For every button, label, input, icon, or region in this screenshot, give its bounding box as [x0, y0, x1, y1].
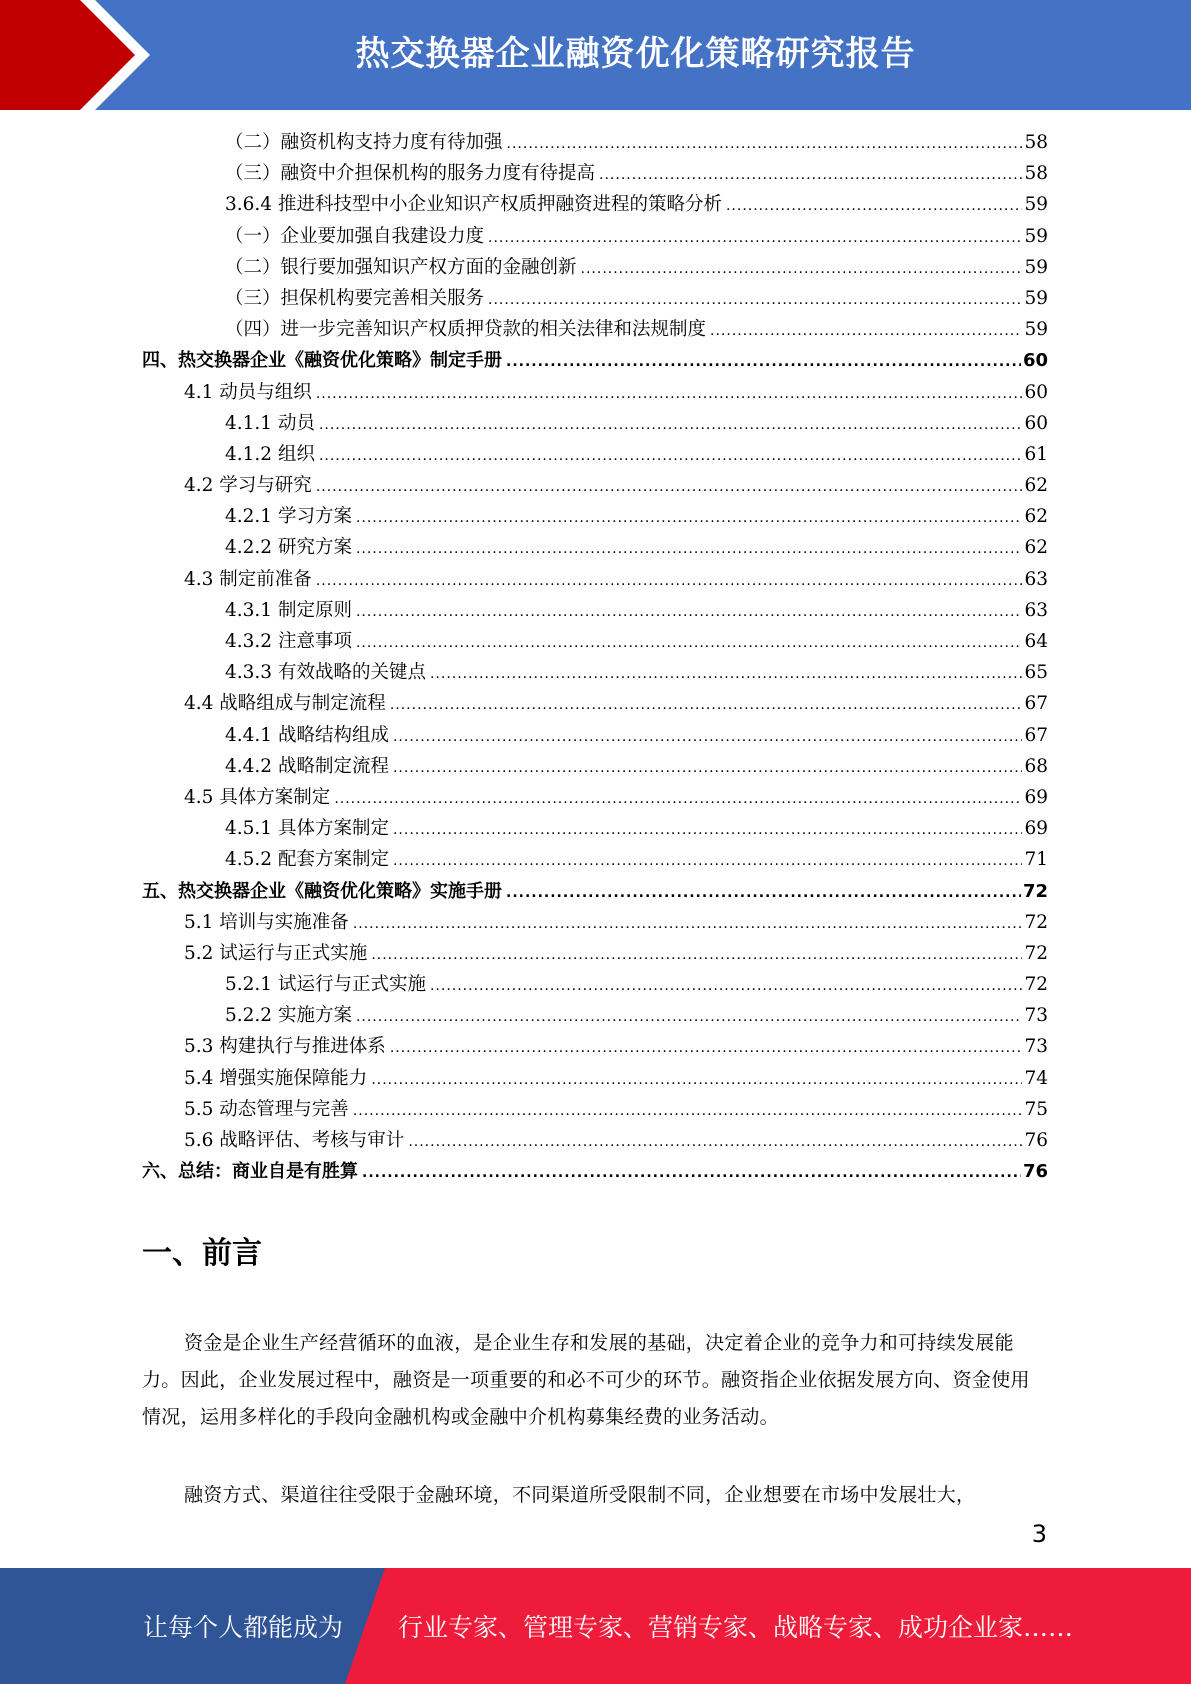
toc-dot-leader — [316, 566, 1023, 595]
toc-entry[interactable] — [142, 657, 1048, 688]
toc-entry-title: 4.4 战略组成与制定流程 — [184, 693, 386, 715]
toc-entry[interactable] — [142, 595, 1048, 626]
toc-dot-leader — [353, 1096, 1023, 1125]
toc-entry[interactable] — [142, 345, 1048, 376]
toc-entry-page: 69 — [1024, 818, 1048, 840]
toc-dot-leader — [506, 347, 1021, 376]
toc-entry[interactable] — [142, 158, 1048, 189]
toc-dot-leader — [353, 909, 1023, 938]
footer-slogan-left: 让每个人都能成为 — [143, 1613, 344, 1642]
toc-entry-title: （二）融资机构支持力度有待加强 — [225, 132, 503, 153]
toc-dot-leader — [390, 690, 1023, 719]
toc-dot-leader — [319, 441, 1023, 470]
toc-entry-title: 六、总结：商业自是有胜算 — [142, 1161, 358, 1183]
toc-entry[interactable] — [142, 127, 1048, 158]
toc-entry[interactable] — [142, 1000, 1048, 1031]
toc-dot-leader — [393, 815, 1022, 844]
toc-entry-title: （四）进一步完善知识产权质押贷款的相关法律和法规制度 — [225, 319, 707, 341]
toc-dot-leader — [430, 659, 1022, 688]
toc-dot-leader — [371, 940, 1022, 969]
toc-entry-page: 71 — [1024, 849, 1048, 871]
toc-entry-page: 60 — [1024, 412, 1048, 434]
toc-entry-page: 59 — [1024, 225, 1048, 247]
toc-entry[interactable] — [142, 221, 1048, 252]
toc-entry-title: 4.1.1 动员 — [225, 412, 315, 434]
toc-entry[interactable] — [142, 751, 1048, 782]
toc-entry-title: 5.2.2 实施方案 — [225, 1005, 352, 1027]
toc-entry-page: 59 — [1024, 319, 1048, 341]
toc-entry-title: 4.3.3 有效战略的关键点 — [225, 662, 426, 684]
toc-entry-page: 63 — [1024, 599, 1048, 621]
toc-entry[interactable] — [142, 252, 1048, 283]
toc-entry[interactable] — [142, 501, 1048, 532]
toc-entry-page: 62 — [1024, 506, 1048, 528]
page-number: 3 — [1031, 1520, 1047, 1548]
toc-entry[interactable] — [142, 626, 1048, 657]
toc-entry-title: 4.2.1 学习方案 — [225, 506, 352, 528]
toc-entry-page: 58 — [1024, 163, 1048, 185]
toc-entry-page: 74 — [1024, 1067, 1048, 1089]
toc-entry-page: 59 — [1024, 256, 1048, 278]
toc-dot-leader — [356, 1002, 1023, 1031]
toc-entry-page: 65 — [1024, 662, 1048, 684]
toc-dot-leader — [506, 878, 1021, 907]
toc-entry-title: 4.4.2 战略制定流程 — [225, 755, 389, 777]
toc-entry-title: （二）银行要加强知识产权方面的金融创新 — [225, 256, 577, 278]
toc-entry-title: （一）企业要加强自我建设力度 — [225, 225, 485, 247]
toc-entry[interactable] — [142, 377, 1048, 408]
toc-dot-leader — [488, 285, 1022, 314]
toc-entry[interactable] — [142, 189, 1048, 220]
toc-entry-page: 64 — [1024, 631, 1048, 652]
toc-dot-leader — [356, 503, 1023, 532]
toc-entry[interactable] — [142, 1094, 1048, 1125]
toc-entry-page: 63 — [1024, 568, 1048, 590]
header-arrow-red — [0, 0, 135, 110]
toc-entry-page: 61 — [1024, 443, 1048, 465]
toc-dot-leader — [393, 722, 1022, 751]
toc-entry[interactable] — [142, 876, 1048, 907]
toc-entry[interactable] — [142, 564, 1048, 595]
toc-entry-title: 4.1.2 组织 — [225, 443, 315, 465]
toc-entry-title: 5.2 试运行与正式实施 — [184, 942, 368, 964]
toc-entry-title: 4.5.2 配套方案制定 — [225, 849, 389, 871]
toc-dot-leader — [408, 1127, 1022, 1156]
toc-entry-page: 76 — [1022, 1161, 1048, 1183]
toc-entry-title: 4.3.2 注意事项 — [225, 631, 352, 652]
toc-entry-page: 67 — [1024, 693, 1048, 715]
toc-dot-leader — [371, 1065, 1022, 1094]
toc-dot-leader — [356, 628, 1023, 657]
toc-entry-title: 5.5 动态管理与完善 — [184, 1098, 349, 1120]
toc-dot-leader — [599, 160, 1022, 189]
toc-entry[interactable] — [142, 907, 1048, 938]
toc-entry[interactable] — [142, 938, 1048, 969]
toc-entry-title: 四、热交换器企业《融资优化策略》制定手册 — [142, 350, 502, 372]
toc-entry[interactable] — [142, 720, 1048, 751]
toc-dot-leader — [507, 129, 1023, 158]
toc-entry-page: 69 — [1024, 786, 1048, 808]
toc-entry-title: 4.5 具体方案制定 — [184, 786, 331, 808]
toc-entry-title: 5.2.1 试运行与正式实施 — [225, 974, 426, 996]
toc-entry-title: 五、热交换器企业《融资优化策略》实施手册 — [142, 880, 502, 902]
toc-entry-page: 60 — [1022, 350, 1048, 372]
toc-entry-title: 4.4.1 战略结构组成 — [225, 724, 389, 746]
page-footer — [0, 1568, 1191, 1684]
toc-dot-leader — [393, 753, 1022, 782]
toc-entry[interactable] — [142, 314, 1048, 345]
toc-entry-page: 76 — [1024, 1130, 1048, 1151]
toc-entry-page: 60 — [1024, 381, 1048, 403]
toc-entry-title: 4.2.2 研究方案 — [225, 537, 352, 559]
toc-dot-leader — [362, 1158, 1021, 1187]
toc-entry-page: 59 — [1024, 194, 1048, 216]
toc-entry-title: 5.4 增强实施保障能力 — [184, 1067, 368, 1089]
toc-dot-leader — [710, 316, 1022, 345]
toc-entry[interactable] — [142, 782, 1048, 813]
toc-entry-page: 72 — [1024, 974, 1048, 996]
header-title: 热交换器企业融资优化策略研究报告 — [355, 34, 916, 74]
toc-entry-title: （三）融资中介担保机构的服务力度有待提高 — [225, 163, 596, 185]
toc-entry-title: 3.6.4 推进科技型中小企业知识产权质押融资进程的策略分析 — [225, 194, 722, 216]
toc-dot-leader — [390, 1033, 1023, 1062]
toc-dot-leader — [356, 534, 1023, 563]
toc-entry-title: （三）担保机构要完善相关服务 — [225, 287, 485, 309]
toc-entry[interactable] — [142, 844, 1048, 875]
toc-entry[interactable] — [142, 283, 1048, 314]
toc-dot-leader — [581, 254, 1023, 283]
body-paragraph: 资金是企业生产经营循环的血液，是企业生存和发展的基础，决定着企业的竞争力和可持续发展能力。因此，企业发展过程中，融资是一项重要的和必不可少的环节。融资指企业依据发展方向、资金使用情况，运用多样化的手段向金融机构或金融中介机构募集经费的业务活动。 — [142, 1332, 1030, 1428]
toc-entry[interactable] — [142, 532, 1048, 563]
toc-entry-page: 62 — [1024, 475, 1048, 497]
toc-dot-leader — [430, 971, 1022, 1000]
toc-entry-page: 59 — [1024, 287, 1048, 309]
toc-dot-leader — [393, 846, 1022, 875]
toc-entry-page: 68 — [1024, 755, 1048, 777]
toc-entry-page: 73 — [1024, 1005, 1048, 1027]
toc-entry[interactable] — [142, 408, 1048, 439]
toc-entry-title: 5.3 构建执行与推进体系 — [184, 1036, 386, 1058]
toc-entry[interactable] — [142, 813, 1048, 844]
page-header — [0, 0, 1191, 110]
footer-slogan-right: 行业专家、管理专家、营销专家、战略专家、成功企业家…… — [398, 1613, 1074, 1642]
toc-dot-leader — [316, 379, 1023, 408]
toc-entry[interactable] — [142, 1125, 1048, 1156]
toc-dot-leader — [356, 597, 1023, 626]
toc-entry[interactable] — [142, 470, 1048, 501]
toc-dot-leader — [488, 223, 1022, 252]
toc-entry[interactable] — [142, 1031, 1048, 1062]
toc-entry-title: 5.6 战略评估、考核与审计 — [184, 1130, 405, 1151]
toc-entry-title: 5.1 培训与实施准备 — [184, 911, 349, 933]
toc-entry-page: 72 — [1024, 911, 1048, 933]
toc-entry-page: 75 — [1024, 1098, 1048, 1120]
toc-entry-page: 62 — [1024, 537, 1048, 559]
body-paragraph: 融资方式、渠道往往受限于金融环境，不同渠道所受限制不同，企业想要在市场中发展壮大， — [184, 1484, 976, 1506]
table-of-contents — [142, 127, 1048, 1187]
toc-entry-title: 4.1 动员与组织 — [184, 381, 312, 403]
toc-entry-title: 4.2 学习与研究 — [184, 475, 312, 497]
toc-entry[interactable] — [142, 1063, 1048, 1094]
toc-entry[interactable] — [142, 969, 1048, 1000]
toc-entry[interactable] — [142, 439, 1048, 470]
toc-entry-title: 4.3 制定前准备 — [184, 568, 312, 590]
toc-entry[interactable] — [142, 1156, 1048, 1187]
toc-entry-title: 4.5.1 具体方案制定 — [225, 818, 389, 840]
toc-entry-page: 58 — [1024, 132, 1048, 153]
toc-dot-leader — [319, 410, 1023, 439]
toc-dot-leader — [334, 784, 1022, 813]
toc-dot-leader — [316, 472, 1023, 501]
toc-entry-page: 67 — [1024, 724, 1048, 746]
toc-entry-title: 4.3.1 制定原则 — [225, 599, 352, 621]
toc-dot-leader — [726, 191, 1022, 220]
toc-entry-page: 73 — [1024, 1036, 1048, 1058]
toc-entry[interactable] — [142, 688, 1048, 719]
section-title: 一、前言 — [142, 1236, 262, 1271]
toc-entry-page: 72 — [1024, 942, 1048, 964]
toc-entry-page: 72 — [1022, 880, 1048, 902]
